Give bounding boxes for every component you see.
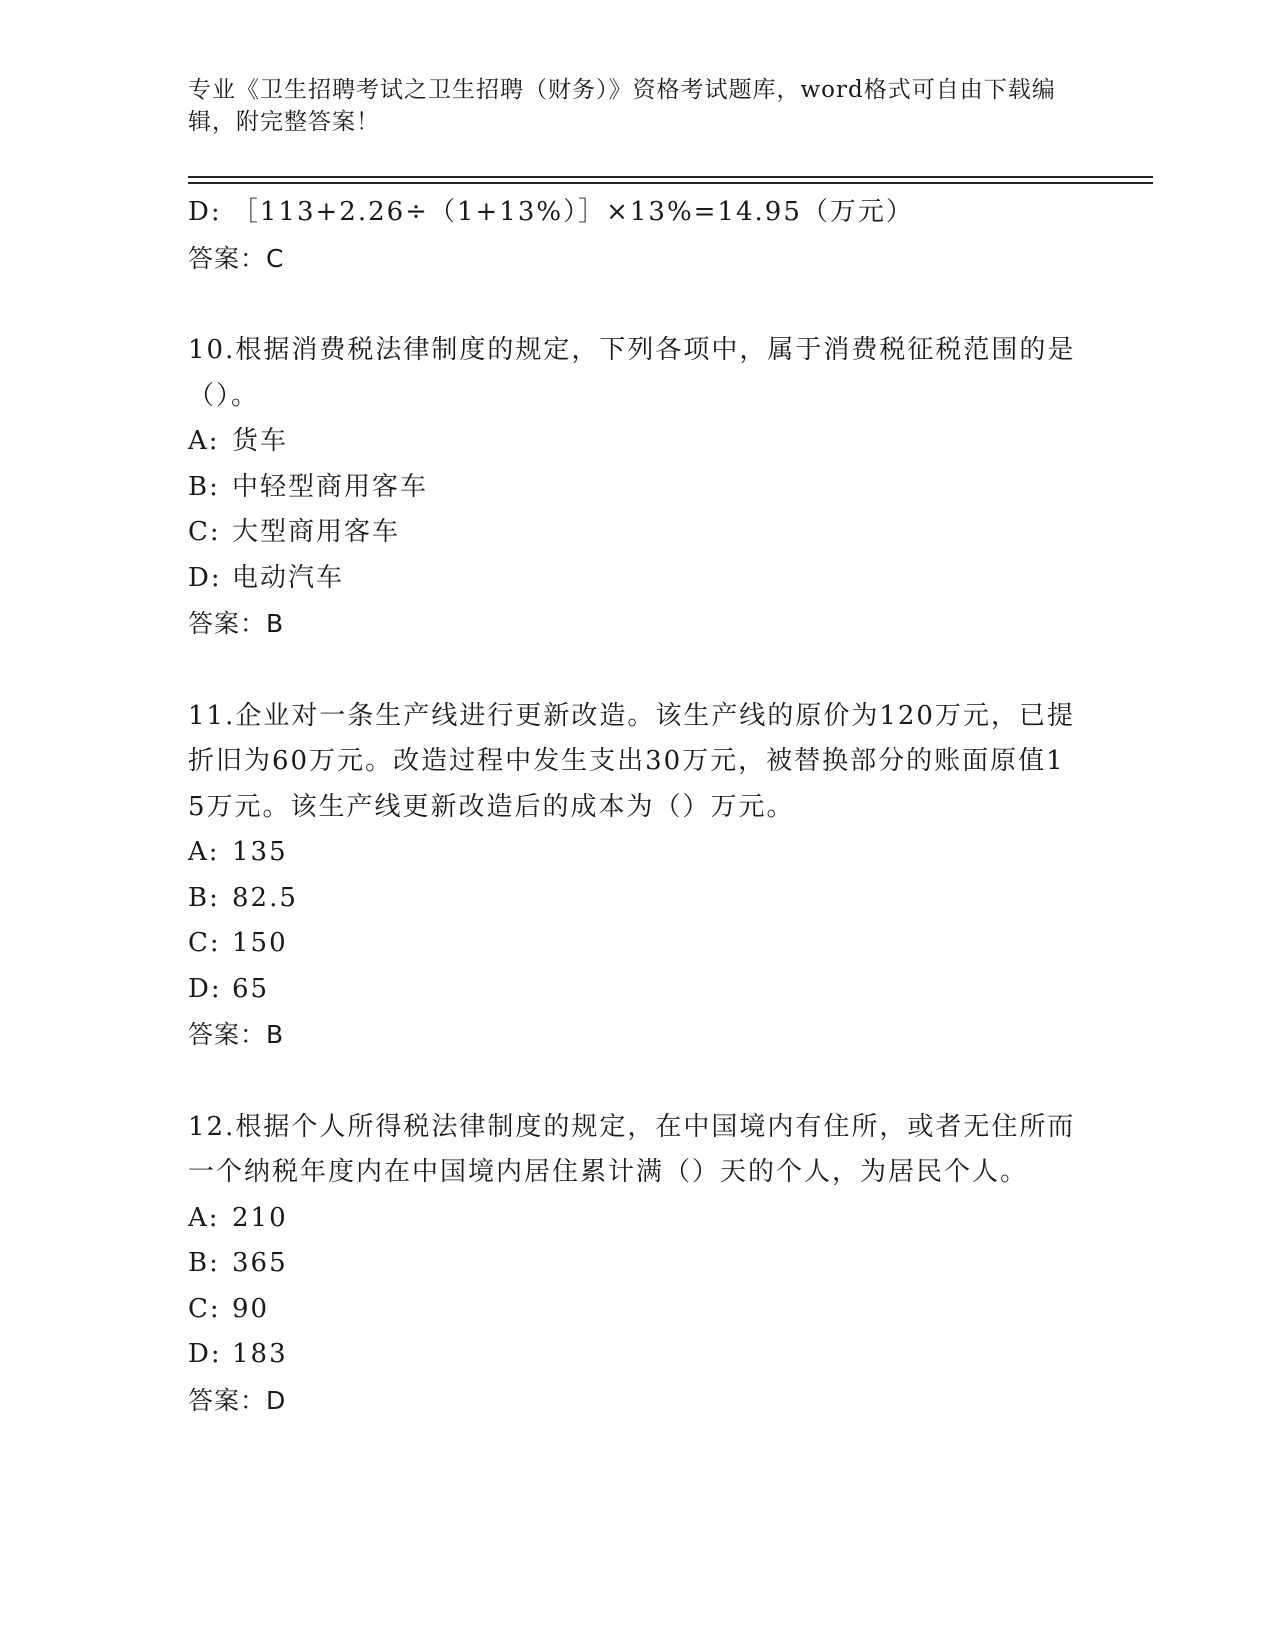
option-a (188, 419, 1088, 465)
option-letter: A: (188, 837, 220, 867)
option-letter: B: (188, 471, 220, 502)
option-text: 135 (232, 837, 288, 867)
option-letter: C: (188, 1293, 221, 1324)
answer: 答案：B (188, 1020, 285, 1049)
option-letter: D: (188, 1339, 222, 1369)
prev-option-d: D: ［113+2.26÷（1+13%）］×13%=14.95（万元） (188, 197, 914, 227)
option-letter: C: (188, 928, 221, 958)
option-b (188, 465, 1088, 511)
option-d (188, 1332, 1088, 1378)
option-letter: B: (188, 882, 220, 913)
option-text: 365 (232, 1248, 288, 1278)
question-12 (188, 1105, 1088, 1424)
option-letter: D: (188, 973, 222, 1004)
document-header: 专业《卫生招聘考试之卫生招聘（财务）》资格考试题库，word格式可自由下载编辑，附完整答案！ (188, 77, 1056, 135)
option-letter: A: (188, 426, 220, 456)
option-text: 150 (232, 928, 288, 958)
question-stem: 11.企业对一条生产线进行更新改造。该生产线的原价为120万元，已提折旧为60万元。改造过程中发生支出30万元，被替换部分的账面原值15万元。该生产线更新改造后的成本为（）万元。 (188, 700, 1075, 822)
prev-answer: 答案：C (188, 243, 285, 273)
option-letter: C: (188, 517, 221, 547)
option-text: 82.5 (232, 882, 298, 913)
option-letter: D: (188, 562, 222, 593)
option-text: 大型商用客车 (232, 517, 401, 547)
option-letter: A: (188, 1202, 220, 1233)
option-c (188, 921, 1088, 967)
option-text: 货车 (232, 426, 289, 456)
option-b (188, 1241, 1088, 1287)
option-text: 电动汽车 (232, 562, 345, 593)
question-stem: 12.根据个人所得税法律制度的规定，在中国境内有住所，或者无住所而一个纳税年度内在中国境内居住累计满（）天的个人，为居民个人。 (188, 1111, 1076, 1187)
option-letter: B: (188, 1248, 220, 1278)
option-text: 90 (232, 1293, 270, 1324)
answer: 答案：D (188, 1385, 287, 1415)
question-list (188, 190, 1088, 1423)
option-b (188, 876, 1088, 922)
answer: 答案：B (188, 609, 285, 638)
option-text: 210 (232, 1202, 288, 1233)
option-a (188, 830, 1088, 876)
header-divider-bottom (188, 182, 1153, 184)
question-stem: 10.根据消费税法律制度的规定，下列各项中，属于消费税征税范围的是（）。 (188, 335, 1076, 411)
option-c (188, 510, 1088, 556)
option-text: 183 (232, 1339, 288, 1369)
option-d (188, 556, 1088, 602)
option-d (188, 967, 1088, 1013)
question-11 (188, 694, 1088, 1058)
option-text: 中轻型商用客车 (232, 471, 429, 502)
question-10 (188, 328, 1088, 647)
option-a (188, 1196, 1088, 1242)
option-text: 65 (232, 973, 270, 1004)
header-divider-top (188, 176, 1153, 178)
option-c (188, 1287, 1088, 1333)
